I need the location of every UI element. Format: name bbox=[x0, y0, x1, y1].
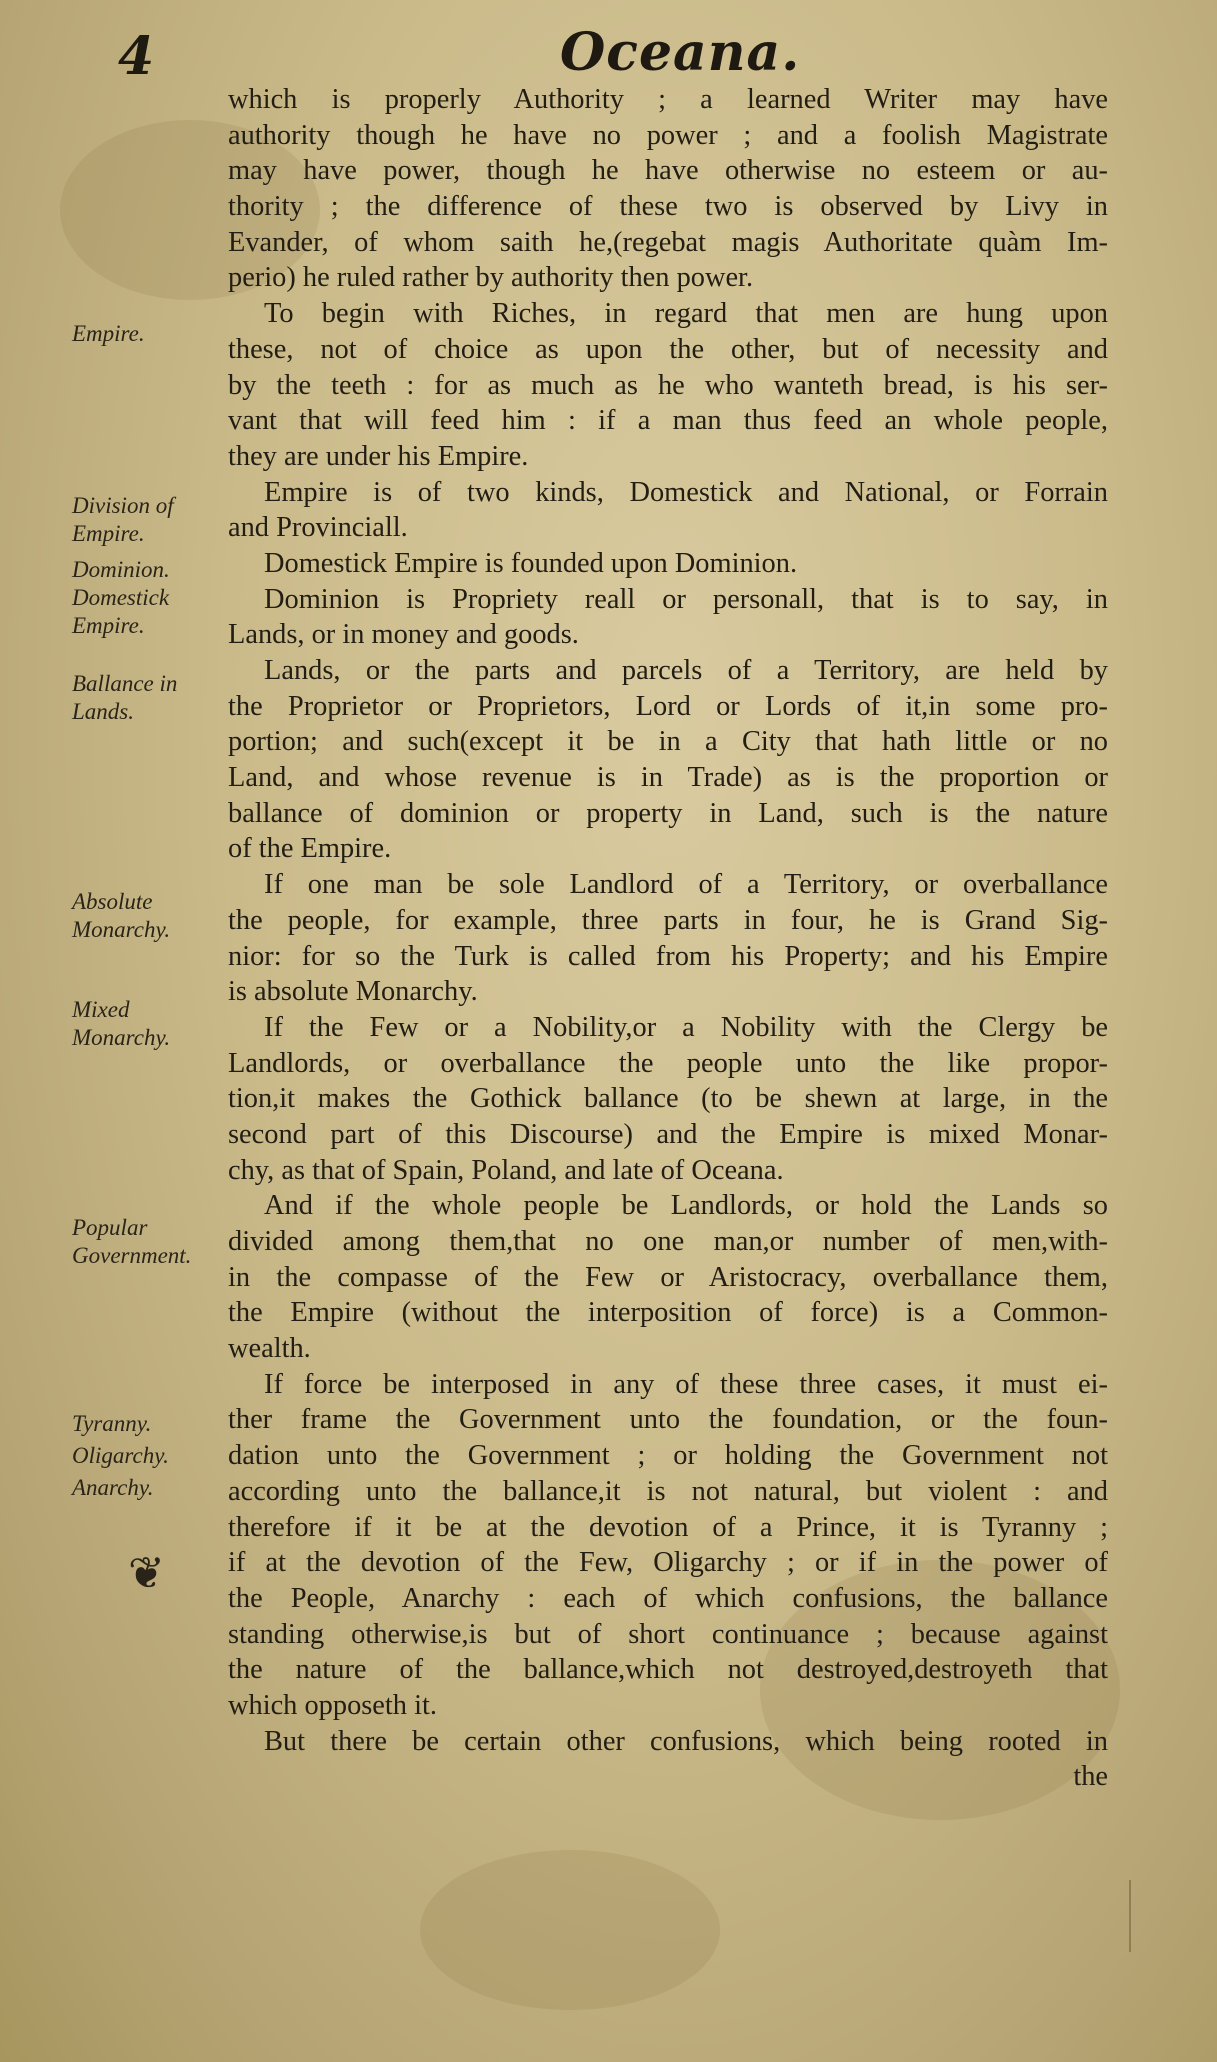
text-line: the Empire (without the interposition of force) is a Common- bbox=[228, 1297, 1108, 1329]
text-line: they are under his Empire. bbox=[228, 440, 529, 472]
margin-note: Ballance in Lands. bbox=[72, 671, 178, 724]
margin-note: Domestick Empire. bbox=[72, 585, 170, 638]
text-line: nior: for so the Turk is called from his Property; and his Empire bbox=[228, 940, 1108, 972]
text-line: chy, as that of Spain, Poland, and late of Oceana. bbox=[228, 1154, 784, 1186]
paper-stain bbox=[420, 1850, 720, 2010]
text-line: these, not of choice as upon the other, but of necessity and bbox=[228, 333, 1108, 365]
text-line: To begin with Riches, in regard that men are hung upon bbox=[264, 298, 1108, 330]
text-line: second part of this Discourse) and the Empire is mixed Monar- bbox=[228, 1118, 1108, 1150]
margin-note: Absolute Monarchy. bbox=[72, 889, 171, 942]
text-line: Lands, or the parts and parcels of a Territory, are held by bbox=[264, 655, 1108, 686]
text-line: vant that will feed him : if a man thus feed an whole people, bbox=[228, 405, 1108, 437]
text-line: If the Few or a Nobility,or a Nobility with the Clergy be bbox=[264, 1011, 1108, 1043]
text-line: Empire is of two kinds, Domestick and National, or Forrain bbox=[264, 476, 1108, 508]
margin-note: Popular Government. bbox=[72, 1215, 192, 1268]
text-line: Landlords, or overballance the people unto the like propor- bbox=[228, 1047, 1108, 1079]
text-line: divided among them,that no one man,or number of men,with- bbox=[228, 1226, 1108, 1257]
text-line: ballance of dominion or property in Land, such is the nature bbox=[228, 797, 1108, 829]
printer-ornament-icon: ❦ bbox=[128, 1548, 165, 1599]
margin-note: Anarchy. bbox=[72, 1475, 154, 1500]
text-line: therefore if it be at the devotion of a Prince, it is Tyranny ; bbox=[228, 1511, 1108, 1543]
page-header bbox=[0, 18, 1217, 90]
text-line: of the Empire. bbox=[228, 833, 392, 865]
text-line: in the compasse of the Few or Aristocracy, overballance them, bbox=[228, 1261, 1108, 1293]
text-line: if at the devotion of the Few, Oligarchy ; or if in the power of bbox=[228, 1547, 1108, 1579]
text-line: standing otherwise,is but of short continuance ; because against bbox=[228, 1618, 1108, 1650]
body-text bbox=[228, 82, 1108, 1795]
text-line: may have power, though he have otherwise no esteem or au- bbox=[228, 155, 1108, 187]
catchword: the bbox=[1073, 1761, 1108, 1793]
text-line: But there be certain other confusions, which being rooted in bbox=[264, 1725, 1108, 1757]
page-edge-mark bbox=[1129, 1880, 1131, 1952]
text-line: Dominion is Propriety reall or personall, that is to say, in bbox=[264, 583, 1108, 615]
text-line: If force be interposed in any of these three cases, it must ei- bbox=[264, 1368, 1108, 1400]
text-line: dation unto the Government ; or holding the Government not bbox=[228, 1440, 1108, 1472]
text-line: wealth. bbox=[228, 1333, 311, 1365]
text-line: which is properly Authority ; a learned Writer may have bbox=[228, 84, 1108, 115]
text-line: Evander, of whom saith he,(regebat magis Authoritate quàm Im- bbox=[228, 226, 1108, 258]
text-line: and Provinciall. bbox=[228, 512, 408, 544]
text-line: by the teeth : for as much as he who wanteth bread, is his ser- bbox=[228, 369, 1108, 401]
text-line: is absolute Monarchy. bbox=[228, 976, 478, 1008]
text-line: thority ; the difference of these two is observed by Livy in bbox=[228, 191, 1108, 223]
text-line: authority though he have no power ; and a foolish Magistrate bbox=[228, 119, 1108, 151]
text-line: perio) he ruled rather by authority then power. bbox=[228, 262, 754, 294]
text-line: Land, and whose revenue is in Trade) as is the proportion or bbox=[228, 762, 1108, 794]
text-line: If one man be sole Landlord of a Territory, or overballance bbox=[264, 869, 1108, 901]
text-line: Lands, or in money and goods. bbox=[228, 619, 579, 651]
text-line: portion; and such(except it be in a City that hath little or no bbox=[228, 726, 1108, 758]
text-line: which opposeth it. bbox=[228, 1689, 437, 1721]
margin-note: Tyranny. bbox=[72, 1411, 152, 1436]
page-number: 4 bbox=[118, 26, 155, 87]
margin-note: Division of Empire. bbox=[72, 493, 174, 546]
text-line: the people, for example, three parts in four, he is Grand Sig- bbox=[228, 904, 1108, 936]
margin-note: Mixed Monarchy. bbox=[72, 997, 171, 1050]
margin-note: Dominion. bbox=[72, 557, 170, 582]
text-line: according unto the ballance,it is not natural, but violent : and bbox=[228, 1475, 1108, 1507]
text-line: Domestick Empire is founded upon Dominion. bbox=[264, 547, 798, 579]
margin-note: Oligarchy. bbox=[72, 1443, 169, 1468]
text-line: And if the whole people be Landlords, or hold the Lands so bbox=[264, 1190, 1108, 1222]
text-line: the nature of the ballance,which not destroyed,destroyeth that bbox=[228, 1654, 1108, 1686]
text-line: the Proprietor or Proprietors, Lord or Lords of it,in some pro- bbox=[228, 690, 1108, 722]
running-title: Oceana. bbox=[560, 22, 801, 83]
text-line: ther frame the Government unto the foundation, or the foun- bbox=[228, 1404, 1108, 1436]
text-line: the People, Anarchy : each of which confusions, the ballance bbox=[228, 1582, 1108, 1614]
margin-note: Empire. bbox=[72, 321, 145, 346]
text-line: tion,it makes the Gothick ballance (to be shewn at large, in the bbox=[228, 1083, 1108, 1115]
